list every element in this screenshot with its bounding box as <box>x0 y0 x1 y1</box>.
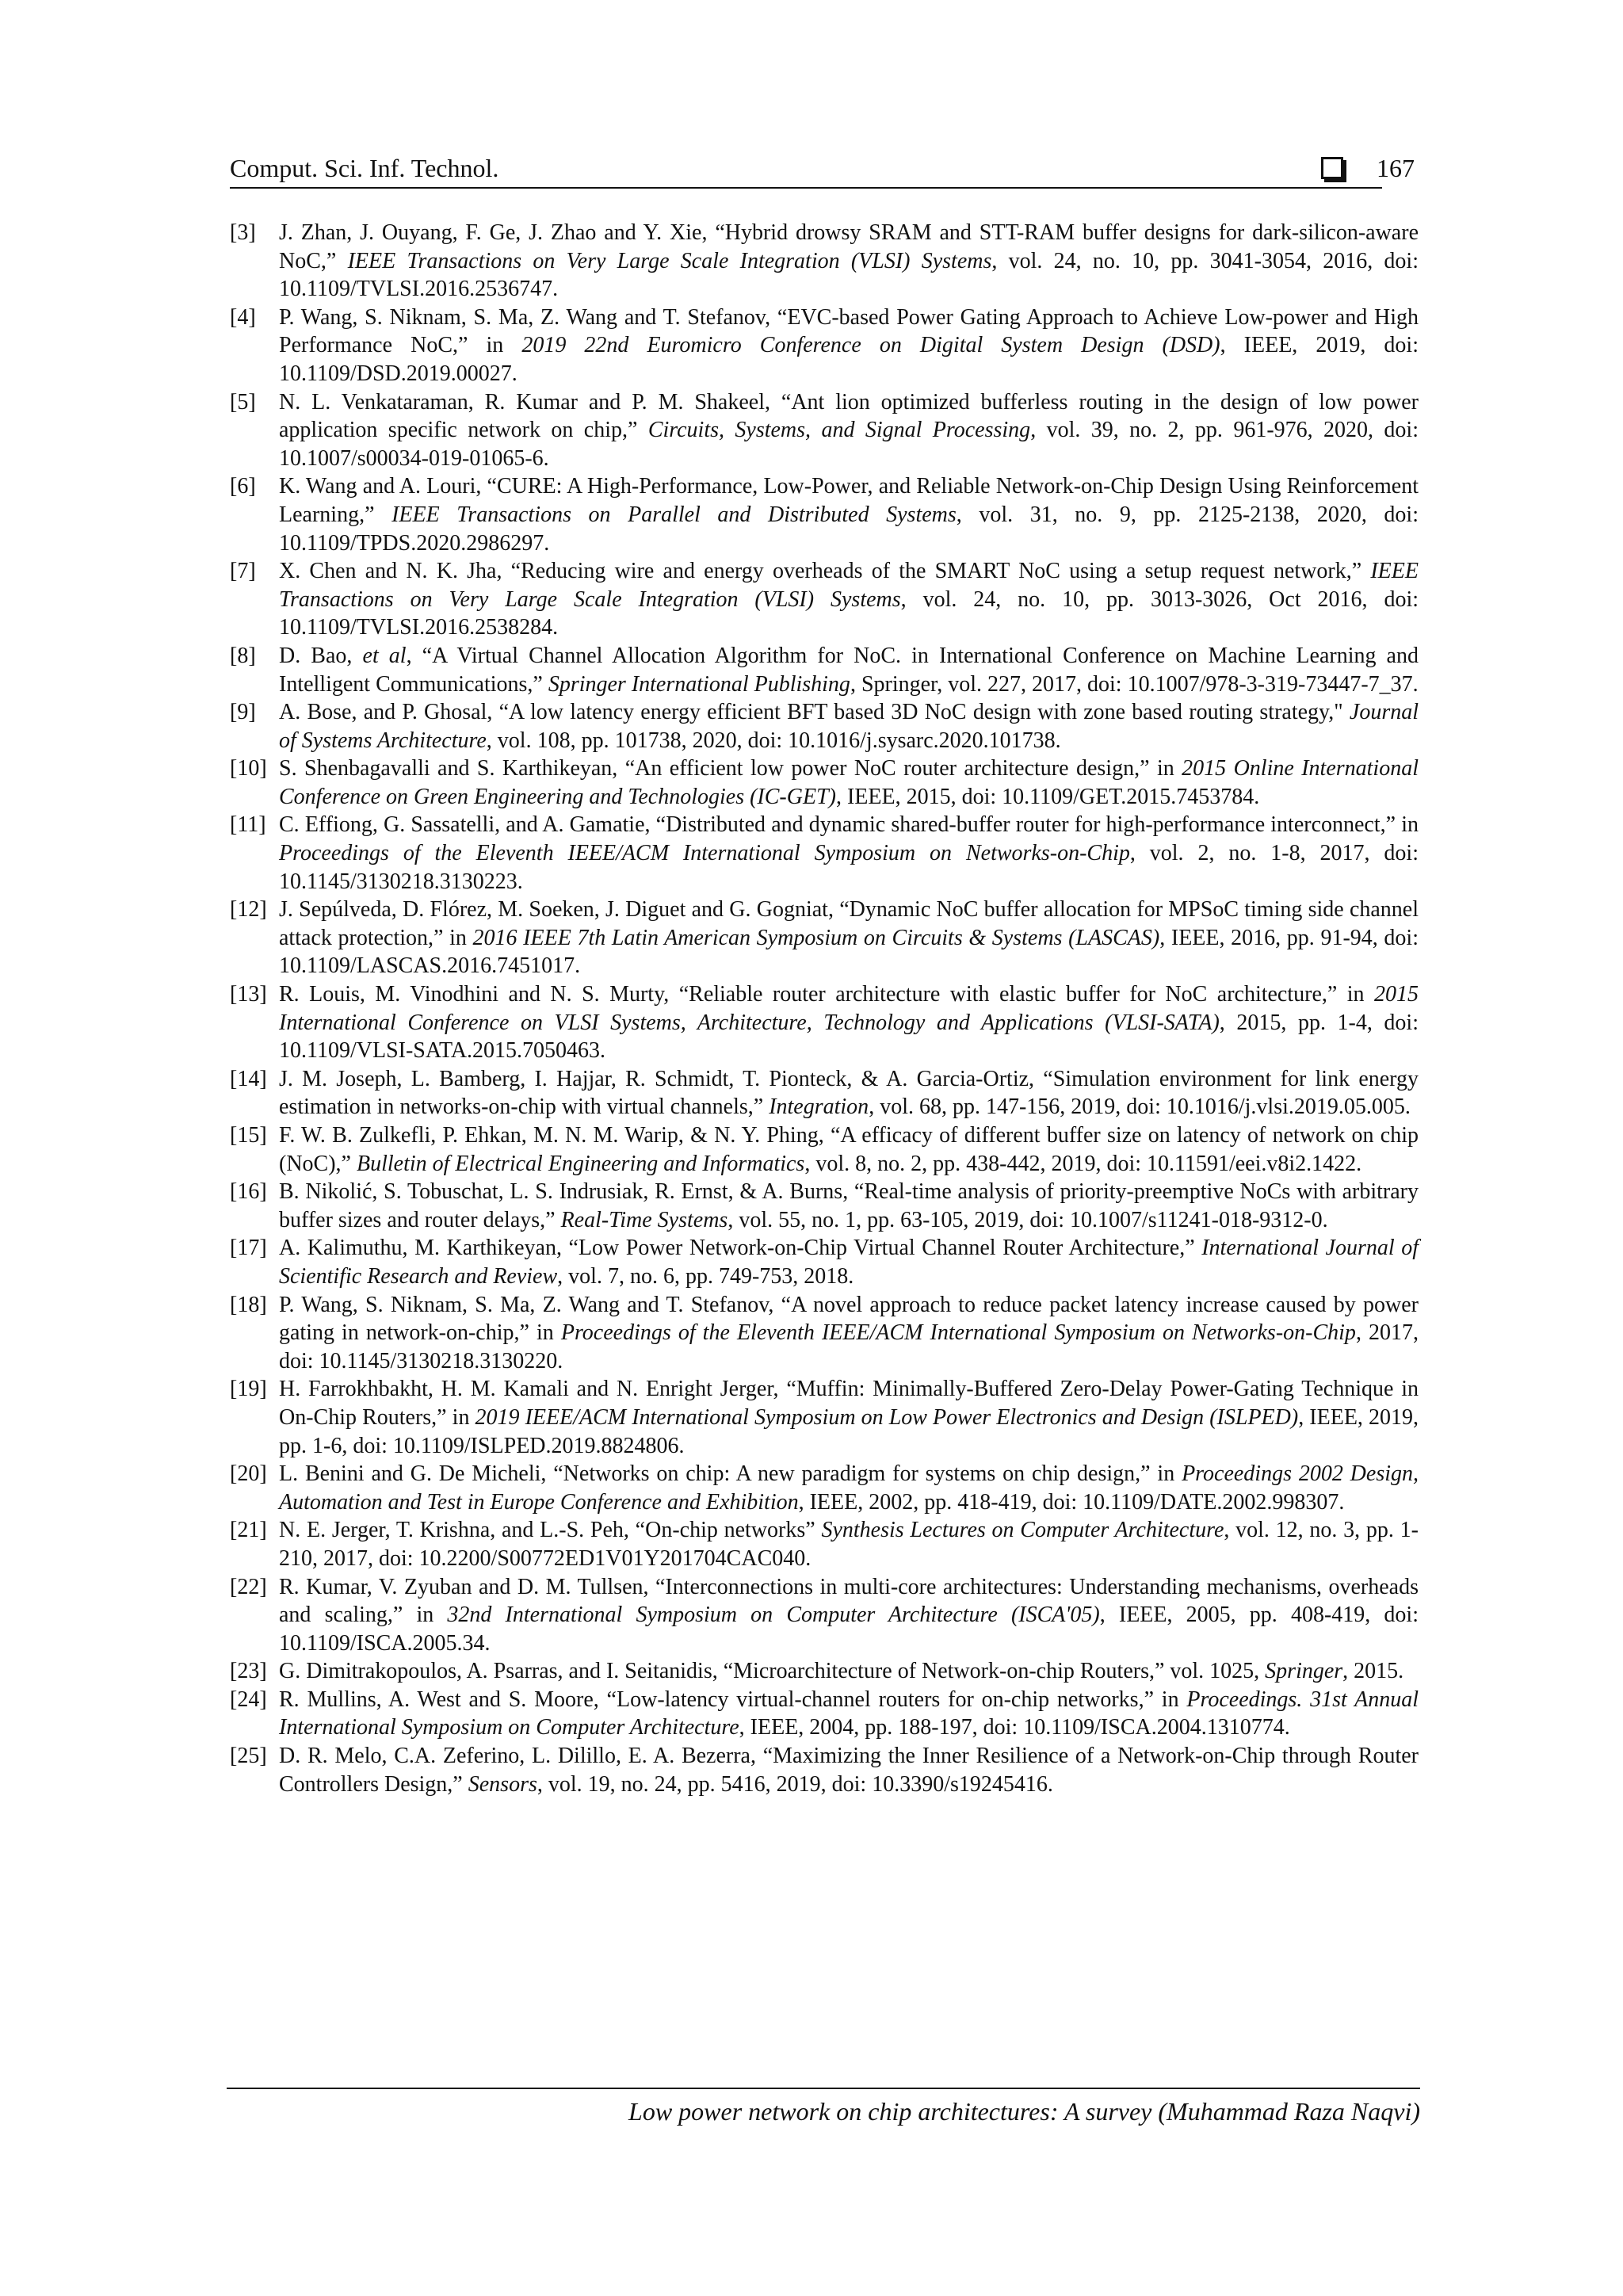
reference-number: [8] <box>230 643 256 668</box>
reference-number: [20] <box>230 1461 267 1487</box>
reference-segment: , IEEE, 2005, pp. 408-419, doi: 10.1109/ISCA.2005.34. <box>279 1603 1419 1656</box>
reference-segment: , IEEE, 2019, doi: 10.1109/DSD.2019.00027. <box>279 333 1419 386</box>
reference-venue: Real-Time Systems <box>560 1207 728 1232</box>
reference-venue: 2015 International Conference on VLSI Systems, Architecture, Technology and Applications (VLSI-SATA) <box>279 982 1419 1035</box>
reference-segment: G. Dimitrakopoulos, A. Psarras, and I. Seitanidis, “Microarchitecture of Network-on-chip Routers,” vol. 1025, <box>279 1659 1266 1684</box>
reference-segment: J. Sepúlveda, D. Flórez, M. Soeken, J. Diguet and G. Gogniat, “Dynamic NoC buffer allocation for MPSoC timing side channel attack protection,” in <box>279 897 1419 950</box>
reference-segment: N. E. Jerger, T. Krishna, and L.-S. Peh, “On-chip networks” <box>279 1518 822 1543</box>
reference-text <box>279 755 1419 811</box>
reference-segment: F. W. B. Zulkefli, P. Ehkan, M. N. M. Warip, & N. Y. Phing, “A efficacy of different buffer size on latency of network on chip (NoC),” <box>279 1123 1419 1176</box>
reference-segment: , IEEE, 2016, pp. 91-94, doi: 10.1109/LASCAS.2016.7451017. <box>279 925 1419 979</box>
reference-segment: , 2015. <box>1342 1659 1404 1684</box>
reference-segment: , vol. 24, no. 10, pp. 3013-3026, Oct 2016, doi: 10.1109/TVLSI.2016.2538284. <box>279 586 1419 640</box>
reference-segment: , 2015, pp. 1-4, doi: 10.1109/VLSI-SATA.2015.7050463. <box>279 1010 1419 1064</box>
reference-segment: H. Farrokhbakht, H. M. Kamali and N. Enright Jerger, “Muffin: Minimally-Buffered Zero-Delay Power-Gating Technique in On-Chip Routers,” in <box>279 1377 1419 1430</box>
reference-number: [12] <box>230 897 267 923</box>
reference-venue: 2016 IEEE 7th Latin American Symposium on Circuits & Systems (LASCAS) <box>472 925 1160 950</box>
reference-segment: A. Kalimuthu, M. Karthikeyan, “Low Power Network-on-Chip Virtual Channel Router Architecture,” <box>279 1236 1202 1261</box>
reference-text <box>279 1657 1419 1686</box>
reference-segment: , IEEE, 2019, pp. 1-6, doi: 10.1109/ISLPED.2019.8824806. <box>279 1404 1419 1458</box>
reference-venue: Sensors <box>468 1771 537 1797</box>
reference-number: [25] <box>230 1744 267 1769</box>
reference-text <box>279 557 1419 642</box>
reference-number: [13] <box>230 982 267 1007</box>
reference-entry <box>230 1686 1419 1742</box>
reference-text <box>279 1291 1419 1376</box>
checkbox-square-icon <box>1321 157 1343 179</box>
reference-number: [6] <box>230 474 256 499</box>
reference-venue: IEEE Transactions on Very Large Scale Integration (VLSI) Systems <box>347 248 992 273</box>
reference-number: [21] <box>230 1518 267 1543</box>
reference-text <box>279 1460 1419 1516</box>
reference-number: [18] <box>230 1292 267 1317</box>
reference-segment: , vol. 31, no. 9, pp. 2125-2138, 2020, doi: 10.1109/TPDS.2020.2986297. <box>279 502 1419 556</box>
reference-venue: Springer <box>1265 1659 1343 1684</box>
reference-number: [11] <box>230 812 266 838</box>
reference-text <box>279 1516 1419 1572</box>
reference-segment: D. Bao, <box>279 643 363 668</box>
reference-text <box>279 811 1419 896</box>
reference-text <box>279 980 1419 1065</box>
reference-segment: R. Louis, M. Vinodhini and N. S. Murty, “Reliable router architecture with elastic buffer for NoC architecture,” in <box>279 982 1374 1007</box>
reference-entry <box>230 980 1419 1065</box>
reference-segment: , vol. 68, pp. 147-156, 2019, doi: 10.1016/j.vlsi.2019.05.005. <box>869 1095 1411 1120</box>
reference-segment: R. Mullins, A. West and S. Moore, “Low-latency virtual-channel routers for on-chip networks,” in <box>279 1687 1187 1712</box>
reference-segment: C. Effiong, G. Sassatelli, and A. Gamatie, “Distributed and dynamic shared-buffer router for high-performance interconnect,” in <box>279 812 1419 838</box>
reference-entry <box>230 304 1419 388</box>
reference-segment: , vol. 7, no. 6, pp. 749-753, 2018. <box>557 1263 854 1289</box>
reference-segment: , vol. 108, pp. 101738, 2020, doi: 10.1016/j.sysarc.2020.101738. <box>486 728 1061 753</box>
reference-segment: , “A Virtual Channel Allocation Algorithm for NoC. in International Conference on Machine Learning and Intelligent Communications,” <box>279 643 1419 697</box>
reference-entry <box>230 1657 1419 1686</box>
reference-venue: International Journal of Scientific Research and Review <box>279 1236 1419 1289</box>
reference-segment: P. Wang, S. Niknam, S. Ma, Z. Wang and T. Stefanov, “EVC-based Power Gating Approach to Achieve Low-power and High Performance NoC,” in <box>279 304 1419 358</box>
reference-number: [19] <box>230 1377 267 1402</box>
reference-segment: , vol. 24, no. 10, pp. 3041-3054, 2016, doi: 10.1109/TVLSI.2016.2536747. <box>279 248 1419 302</box>
reference-segment: B. Nikolić, S. Tobuschat, L. S. Indrusiak, R. Ernst, & A. Burns, “Real-time analysis of priority-preemptive NoCs with arbitrary buffer sizes and router delays,” <box>279 1179 1419 1232</box>
reference-text <box>279 472 1419 557</box>
reference-segment: , 2017, doi: 10.1145/3130218.3130220. <box>279 1320 1419 1373</box>
reference-venue: IEEE Transactions on Parallel and Distributed Systems <box>391 502 957 527</box>
reference-entry <box>230 1065 1419 1121</box>
reference-segment: K. Wang and A. Louri, “CURE: A High-Performance, Low-Power, and Reliable Network-on-Chip Design Using Reinforcement Learning,” <box>279 474 1419 527</box>
reference-entry <box>230 1375 1419 1460</box>
reference-segment: , vol. 39, no. 2, pp. 961-976, 2020, doi: 10.1007/s00034-019-01065-6. <box>279 418 1419 471</box>
reference-entry <box>230 1460 1419 1516</box>
reference-venue: Proceedings 2002 Design, Automation and Test in Europe Conference and Exhibition <box>279 1461 1419 1515</box>
reference-number: [14] <box>230 1066 267 1091</box>
reference-venue: 2019 IEEE/ACM International Symposium on Low Power Electronics and Design (ISLPED) <box>475 1404 1299 1430</box>
reference-text <box>279 1234 1419 1290</box>
reference-segment: A. Bose, and P. Ghosal, “A low latency energy efficient BFT based 3D NoC design with zone based routing strategy," <box>279 700 1350 725</box>
reference-text <box>279 1573 1419 1658</box>
reference-text <box>279 698 1419 755</box>
reference-segment: R. Kumar, V. Zyuban and D. M. Tullsen, “Interconnections in multi-core architectures: Understanding mechanisms, overheads and scaling,” in <box>279 1574 1419 1628</box>
header-rule <box>230 187 1382 189</box>
reference-segment: , IEEE, 2004, pp. 188-197, doi: 10.1109/ISCA.2004.1310774. <box>739 1715 1290 1740</box>
reference-segment: , IEEE, 2015, doi: 10.1109/GET.2015.7453784. <box>835 784 1260 809</box>
reference-venue: Springer International Publishing <box>548 671 850 697</box>
reference-segment: , vol. 2, no. 1-8, 2017, doi: 10.1145/3130218.3130223. <box>279 841 1419 894</box>
reference-text <box>279 388 1419 473</box>
reference-entry <box>230 1234 1419 1290</box>
reference-number: [7] <box>230 559 256 584</box>
reference-number: [5] <box>230 389 256 415</box>
reference-entry <box>230 642 1419 698</box>
reference-segment: , vol. 8, no. 2, pp. 438-442, 2019, doi: 10.11591/eei.v8i2.1422. <box>804 1151 1362 1176</box>
reference-venue: Proceedings of the Eleventh IEEE/ACM International Symposium on Networks-on-Chip <box>279 841 1130 866</box>
reference-number: [16] <box>230 1179 267 1205</box>
reference-segment: S. Shenbagavalli and S. Karthikeyan, “An efficient low power NoC router architecture design,” in <box>279 756 1182 781</box>
reference-entry <box>230 755 1419 811</box>
reference-segment: D. R. Melo, C.A. Zeferino, L. Dilillo, E. A. Bezerra, “Maximizing the Inner Resilience of a Network-on-Chip through Router Controllers Design,” <box>279 1744 1419 1797</box>
reference-entry <box>230 1178 1419 1234</box>
reference-text <box>279 219 1419 304</box>
reference-text <box>279 896 1419 980</box>
reference-number: [9] <box>230 700 256 725</box>
reference-entry <box>230 698 1419 755</box>
reference-venue: Bulletin of Electrical Engineering and Informatics <box>356 1151 805 1176</box>
reference-entry <box>230 1573 1419 1658</box>
footer-rule <box>227 2088 1420 2089</box>
reference-segment: J. M. Joseph, L. Bamberg, I. Hajjar, R. Schmidt, T. Pionteck, & A. Garcia-Ortiz, “Simulation environment for link energy estimation in networks-on-chip with virtual channels,” <box>279 1066 1419 1120</box>
reference-number: [17] <box>230 1236 267 1261</box>
reference-entry <box>230 1742 1419 1798</box>
page-number: 167 <box>1377 154 1415 182</box>
reference-venue: 32nd International Symposium on Computer Architecture (ISCA'05) <box>447 1603 1100 1628</box>
reference-entry <box>230 896 1419 980</box>
page-header <box>230 154 1420 190</box>
reference-venue: Journal of Systems Architecture <box>279 700 1419 753</box>
journal-name: Comput. Sci. Inf. Technol. <box>230 154 499 182</box>
running-footer: Low power network on chip architectures: A survey (Muhammad Raza Naqvi) <box>628 2097 1420 2126</box>
reference-number: [22] <box>230 1574 267 1599</box>
reference-venue: Proceedings of the Eleventh IEEE/ACM International Symposium on Networks-on-Chip <box>560 1320 1356 1346</box>
reference-text <box>279 304 1419 388</box>
reference-entry <box>230 811 1419 896</box>
reference-segment: , vol. 55, no. 1, pp. 63-105, 2019, doi: 10.1007/s11241-018-9312-0. <box>727 1207 1328 1232</box>
reference-segment: P. Wang, S. Niknam, S. Ma, Z. Wang and T. Stefanov, “A novel approach to reduce packet latency increase caused by power gating in network-on-chip,” in <box>279 1292 1419 1346</box>
reference-text <box>279 1065 1419 1121</box>
reference-entry <box>230 1291 1419 1376</box>
reference-text <box>279 1742 1419 1798</box>
reference-number: [23] <box>230 1659 267 1684</box>
reference-venue: Integration <box>769 1095 869 1120</box>
reference-segment: J. Zhan, J. Ouyang, F. Ge, J. Zhao and Y. Xie, “Hybrid drowsy SRAM and STT-RAM buffer designs for dark-silicon-aware NoC,” <box>279 220 1419 273</box>
reference-list <box>230 219 1419 1798</box>
reference-text <box>279 1375 1419 1460</box>
reference-number: [4] <box>230 304 256 330</box>
reference-segment: X. Chen and N. K. Jha, “Reducing wire and energy overheads of the SMART NoC using a setup request network,” <box>279 559 1371 584</box>
reference-segment: , vol. 12, no. 3, pp. 1-210, 2017, doi: 10.2200/S00772ED1V01Y201704CAC040. <box>279 1518 1419 1571</box>
reference-entry <box>230 219 1419 304</box>
reference-text <box>279 1121 1419 1178</box>
reference-number: [15] <box>230 1123 267 1148</box>
reference-segment: , vol. 19, no. 24, pp. 5416, 2019, doi: 10.3390/s19245416. <box>537 1771 1053 1797</box>
reference-text <box>279 642 1419 698</box>
reference-entry <box>230 1516 1419 1572</box>
reference-venue: 2015 Online International Conference on Green Engineering and Technologies (IC-GET) <box>279 756 1419 809</box>
reference-segment: , Springer, vol. 227, 2017, doi: 10.1007/978-3-319-73447-7_37. <box>850 671 1419 697</box>
reference-text <box>279 1686 1419 1742</box>
reference-entry <box>230 388 1419 473</box>
reference-entry <box>230 557 1419 642</box>
reference-text <box>279 1178 1419 1234</box>
reference-segment: , IEEE, 2002, pp. 418-419, doi: 10.1109/DATE.2002.998307. <box>798 1489 1345 1515</box>
reference-venue: et al <box>362 643 407 668</box>
reference-entry <box>230 472 1419 557</box>
reference-venue: Proceedings. 31st Annual International Symposium on Computer Architecture <box>279 1687 1419 1740</box>
reference-number: [10] <box>230 756 267 781</box>
reference-number: [3] <box>230 220 256 245</box>
reference-venue: IEEE Transactions on Very Large Scale Integration (VLSI) Systems <box>279 559 1419 612</box>
reference-venue: Synthesis Lectures on Computer Architecture <box>821 1518 1224 1543</box>
reference-venue: Circuits, Systems, and Signal Processing <box>647 418 1031 443</box>
reference-number: [24] <box>230 1687 267 1712</box>
reference-entry <box>230 1121 1419 1178</box>
reference-segment: N. L. Venkataraman, R. Kumar and P. M. Shakeel, “Ant lion optimized bufferless routing in the design of low power application specific network on chip,” <box>279 389 1419 443</box>
reference-segment: L. Benini and G. De Micheli, “Networks on chip: A new paradigm for systems on chip design,” in <box>279 1461 1182 1487</box>
reference-venue: 2019 22nd Euromicro Conference on Digital System Design (DSD) <box>521 333 1220 358</box>
